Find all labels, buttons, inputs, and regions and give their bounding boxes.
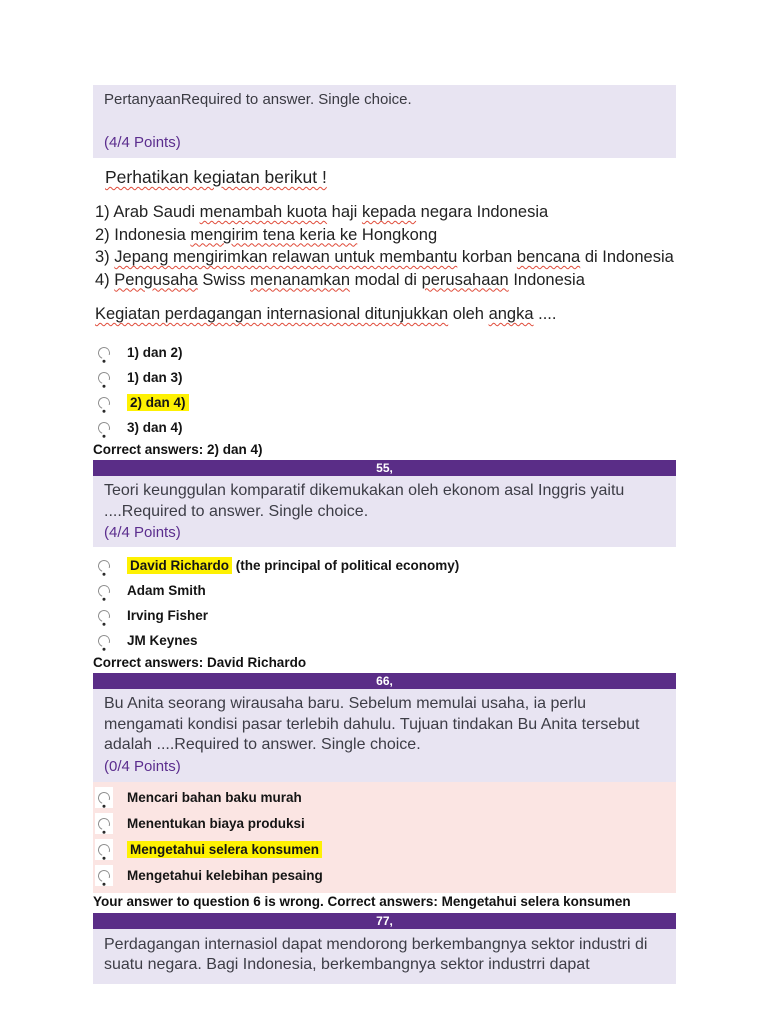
misspelled-text: menambah kuota <box>199 203 328 221</box>
misspelled-text: mengirim tena keria ke <box>190 225 358 244</box>
option-row <box>95 785 676 811</box>
question-number: 55, <box>376 461 393 475</box>
option-label[interactable] <box>127 345 183 360</box>
misspelled-text: Perhatikan kegiatan berikut ! <box>105 167 327 187</box>
option-label[interactable] <box>127 608 208 623</box>
radio-icon <box>96 558 112 574</box>
text-segment: Adam Smith <box>127 583 206 598</box>
option-row <box>95 415 676 440</box>
text-segment: 1) dan 3) <box>127 370 183 385</box>
misspelled-text: angka <box>488 305 534 323</box>
option-label[interactable] <box>127 370 183 385</box>
misspelled-text: Kegiatan perdagangan internasional ditunjukkan <box>95 305 449 323</box>
correct-answer-text: Correct answers: 2) dan 4) <box>93 442 263 457</box>
activity-list <box>93 201 768 291</box>
list-line <box>95 246 768 269</box>
text-segment: JM Keynes <box>127 633 198 648</box>
misspelled-text: menanamkan <box>250 270 351 289</box>
option-row <box>95 340 676 365</box>
question-number: 77, <box>376 913 393 928</box>
radio-icon <box>96 583 112 599</box>
highlighted-text: David Richardo <box>127 557 232 574</box>
text-segment: di Indonesia <box>580 248 674 266</box>
text-segment: Mencari bahan baku murah <box>127 790 302 805</box>
text-segment: modal di <box>350 270 422 289</box>
text-segment: Indonesia <box>508 270 585 289</box>
question-prompt <box>95 305 768 324</box>
options-list <box>95 340 676 440</box>
radio-icon <box>96 608 112 624</box>
question-header-block <box>93 689 676 782</box>
radio-icon <box>96 790 112 806</box>
option-label[interactable] <box>127 790 302 805</box>
misspelled-text: Pengusaha <box>114 270 198 289</box>
option-label[interactable] <box>127 816 305 831</box>
list-line <box>95 269 768 292</box>
radio-icon <box>96 345 112 361</box>
option-row <box>95 365 676 390</box>
option-label[interactable] <box>127 842 322 857</box>
radio-button[interactable] <box>95 630 113 651</box>
option-row <box>95 811 676 837</box>
text-segment: .... <box>533 305 557 323</box>
option-label[interactable] <box>127 633 198 648</box>
misspelled-text: perusahaan <box>421 270 509 289</box>
highlighted-text: 2) dan 4) <box>127 394 189 411</box>
option-row <box>95 837 676 863</box>
radio-button[interactable] <box>95 580 113 601</box>
text-segment: 3) dan 4) <box>127 420 183 435</box>
text-segment: negara Indonesia <box>416 203 549 221</box>
radio-button[interactable] <box>95 839 113 860</box>
radio-button[interactable] <box>95 342 113 363</box>
option-label[interactable] <box>127 395 189 410</box>
text-segment: 2) Indonesia <box>95 225 191 244</box>
question-number-bar <box>93 673 676 689</box>
text-segment: 1) dan 2) <box>127 345 183 360</box>
radio-button[interactable] <box>95 605 113 626</box>
radio-icon <box>96 395 112 411</box>
text-segment: oleh <box>448 305 489 323</box>
question-header-block <box>93 85 676 158</box>
question-header-block <box>93 929 676 984</box>
text-segment: 1) Arab Saudi <box>95 203 200 221</box>
option-row <box>95 628 676 653</box>
radio-icon <box>96 842 112 858</box>
text-segment: (the principal of political economy) <box>232 558 460 573</box>
misspelled-text: bencana <box>516 248 581 266</box>
text-segment: Irving Fisher <box>127 608 209 623</box>
question-body <box>93 167 768 324</box>
option-label[interactable] <box>127 583 206 598</box>
text-segment: Menentukan biaya produksi <box>127 816 305 831</box>
option-row <box>95 863 676 889</box>
radio-button[interactable] <box>95 392 113 413</box>
misspelled-text: kepada <box>361 203 417 221</box>
question-number-bar <box>93 460 676 476</box>
question-text: Teori keunggulan komparatif dikemukakan oleh ekonom asal Inggris yaitu ....Required to answer. Single choice. <box>104 482 625 520</box>
misspelled-text: Jepang mengirimkan relawan untuk membantu <box>114 248 458 266</box>
radio-icon <box>96 868 112 884</box>
points-label: (4/4 Points) <box>104 524 181 541</box>
radio-button[interactable] <box>95 865 113 886</box>
radio-icon <box>96 633 112 649</box>
list-line <box>95 224 768 247</box>
radio-button[interactable] <box>95 367 113 388</box>
text-segment: 3) <box>95 248 115 266</box>
text-segment: haji <box>327 203 362 221</box>
feedback-text: Your answer to question 6 is wrong. Correct answers: Mengetahui selera konsumen <box>93 893 631 909</box>
option-row <box>95 603 676 628</box>
points-label: (0/4 Points) <box>104 757 181 775</box>
option-row <box>95 578 676 603</box>
option-label[interactable] <box>127 558 459 573</box>
text-segment: Swiss <box>197 270 251 289</box>
radio-icon <box>96 420 112 436</box>
radio-icon <box>96 370 112 386</box>
text-segment: Mengetahui kelebihan pesaing <box>127 868 323 883</box>
options-list <box>95 553 676 653</box>
option-label[interactable] <box>127 420 183 435</box>
question-number: 66, <box>376 674 393 688</box>
options-list <box>93 782 676 893</box>
question-header-text: PertanyaanRequired to answer. Single choice. <box>104 91 412 108</box>
question-title <box>105 167 768 188</box>
option-row <box>95 553 676 578</box>
text-segment: korban <box>457 248 517 266</box>
question-text: Perdagangan internasiol dapat mendorong berkembangnya sektor industri di suatu negara. Bagi Indonesia, berkembangnya sektor industrri dapat <box>104 935 648 973</box>
radio-button[interactable] <box>95 813 113 834</box>
radio-button[interactable] <box>95 787 113 808</box>
points-label: (4/4 Points) <box>104 134 181 151</box>
list-line <box>95 201 768 224</box>
radio-button[interactable] <box>95 555 113 576</box>
text-segment: Hongkong <box>357 225 438 244</box>
question-number-bar <box>93 913 676 929</box>
option-label[interactable] <box>127 868 323 883</box>
question-header-block <box>93 476 676 547</box>
highlighted-text: Mengetahui selera konsumen <box>127 841 322 858</box>
question-text: Bu Anita seorang wirausaha baru. Sebelum memulai usaha, ia perlu mengamati kondisi pasar terlebih dahulu. Tujuan tindakan Bu Anita tersebut adalah ....Required to answer. Single choice. <box>104 695 640 753</box>
correct-answer-text: Correct answers: David Richardo <box>93 655 307 670</box>
text-segment: 4) <box>95 270 115 289</box>
radio-button[interactable] <box>95 417 113 438</box>
radio-icon <box>96 816 112 832</box>
content-column <box>93 85 676 984</box>
option-row <box>95 390 676 415</box>
